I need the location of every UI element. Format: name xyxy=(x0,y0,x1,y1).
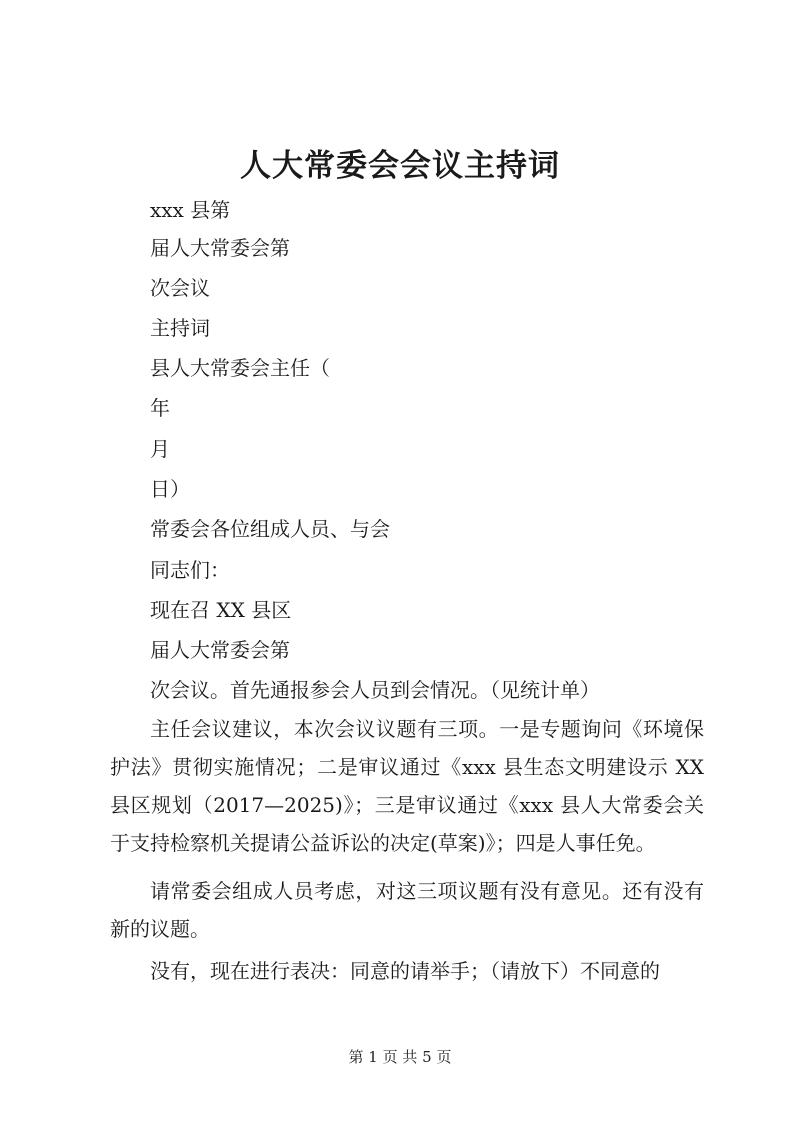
text-line: 届人大常委会第 xyxy=(150,638,290,662)
text-line: 同志们： xyxy=(150,558,230,582)
text-line: 主持词 xyxy=(150,316,210,340)
page-footer: 第 1 页 共 5 页 xyxy=(348,1048,452,1066)
text-line: 日） xyxy=(150,477,190,501)
text-line: 现在召 XX 县区 xyxy=(150,598,292,622)
text-line: xxx 县第 xyxy=(150,198,231,222)
text-line: 次会议。首先通报参会人员到会情况。（见统计单） xyxy=(150,678,600,702)
text-line: 县人大常委会主任（ xyxy=(150,356,330,380)
text-line: 年 xyxy=(150,396,170,420)
text-line: 次会议 xyxy=(150,276,210,300)
body-paragraph: 请常委会组成人员考虑，对这三项议题有没有意见。还有没有新的议题。 xyxy=(110,879,704,941)
text-line: 月 xyxy=(150,437,170,461)
body-paragraph: 没有，现在进行表决：同意的请举手；（请放下）不同意的 xyxy=(150,959,660,983)
body-paragraph: 主任会议建议，本次会议议题有三项。一是专题询问《环境保护法》贯彻实施情况；二是审议通过《xxx 县生态文明建设示 XX 县区规划（2017—2025)》；三是审议通过《xxx 县人大常委会关于支持检察机关提请公益诉讼的决定(草案)》；四是人事任免。 xyxy=(110,717,704,855)
document-title: 人大常委会会议主持词 xyxy=(240,148,560,184)
text-line: 常委会各位组成人员、与会 xyxy=(150,517,390,541)
text-line: 届人大常委会第 xyxy=(150,236,290,260)
